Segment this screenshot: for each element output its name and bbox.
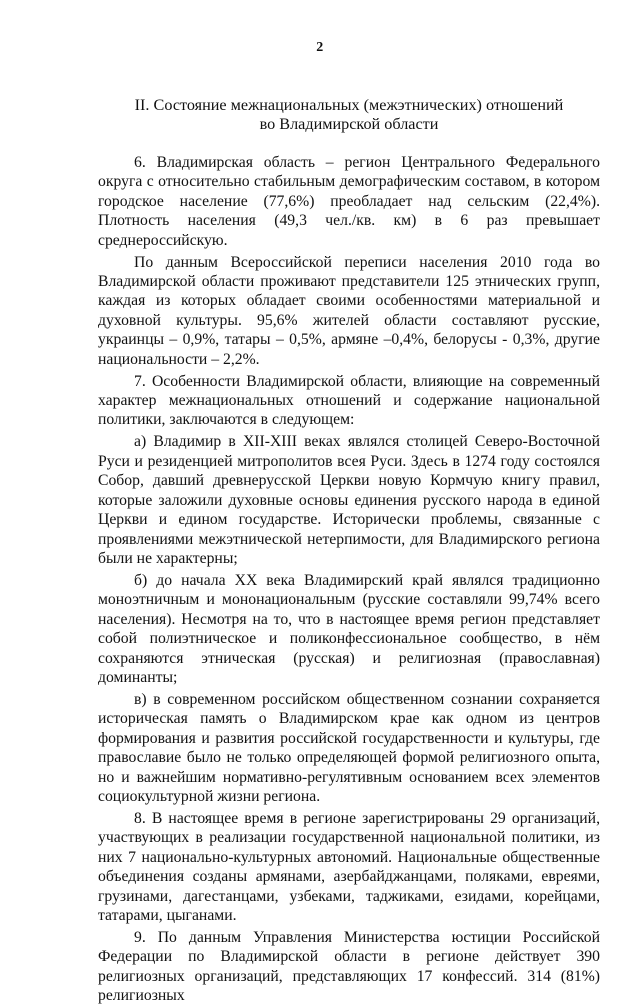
paragraph-8: 8. В настоящее время в регионе зарегистрированы 29 организаций, участвующих в реализации государственной национальной политики, из них 7 национально-культурных автономий. Национальные общественные объединения созданы армянами, азербайджанцами, поляками, евреями, грузинами, дагестанцами, узбеками, таджиками, езидами, корейцами, татарами, цыганами. [98, 809, 600, 924]
section-heading-line-2: во Владимирской области [259, 115, 439, 133]
paragraph-9: 9. По данным Управления Министерства юстиции Российской Федерации по Владимирской области в регионе действует 390 религиозных организаций, представляющих 17 конфессий. 314 (81%) религиозных [98, 929, 600, 1005]
section-heading-line-1: II. Состояние межнациональных (межэтнических) отношений [134, 96, 564, 114]
paragraph-census: По данным Всероссийской переписи населения 2010 года во Владимирской области проживают представители 125 этнических групп, каждая из которых обладает своими особенностями материальной и духовной культуры. 95,6% жителей области составляют русские, украинцы – 0,9%, татары – 0,5%, армяне –0,4%, белорусы - 0,3%, другие национальности – 2,2%. [98, 253, 600, 368]
paragraph-6: 6. Владимирская область – регион Центрального Федерального округа с относительно стабильным демографическим составом, в котором городское население (77,6%) преобладает над сельским (22,4%). Плотность населения (49,3 чел./кв. км) в 6 раз превышает среднероссийскую. [98, 154, 600, 249]
paragraph-7: 7. Особенности Владимирской области, влияющие на современный характер межнациональных отношений и содержание национальной политики, заключаются в следующем: [98, 372, 600, 429]
paragraph-7b: б) до начала XX века Владимирский край являлся традиционно моноэтничным и мононациональным (русские составляли 99,74% всего населения). Несмотря на то, что в настоящее время регион представляет собой полиэтническое и поликонфессиональное сообщество, в нём сохраняются этническая (русская) и религиозная (православная) доминанты; [98, 571, 600, 686]
page-number: 2 [316, 40, 324, 55]
document-body [98, 153, 600, 1008]
section-heading [98, 96, 600, 134]
paragraph-7c: в) в современном российском общественном сознании сохраняется историческая память о Владимирском крае как одном из центров формирования и развития российской государственности и культуры, где православие было не только определяющей формой религиозного опыта, но и важнейшим нормативно-регулятивным основанием всех элементов социокультурной жизни региона. [98, 690, 600, 805]
paragraph-7a: а) Владимир в XII-XIII веках являлся столицей Северо-Восточной Руси и резиденцией митрополитов всея Руси. Здесь в 1274 году состоялся Собор, давший древнерусской Церкви новую Кормчую книгу правил, которые заложили духовные основы единения русского народа в единой Церкви и едином государстве. Исторически проблемы, связанные с проявлениями межэтнической нетерпимости, для Владимирского региона были не характерны; [98, 433, 600, 567]
